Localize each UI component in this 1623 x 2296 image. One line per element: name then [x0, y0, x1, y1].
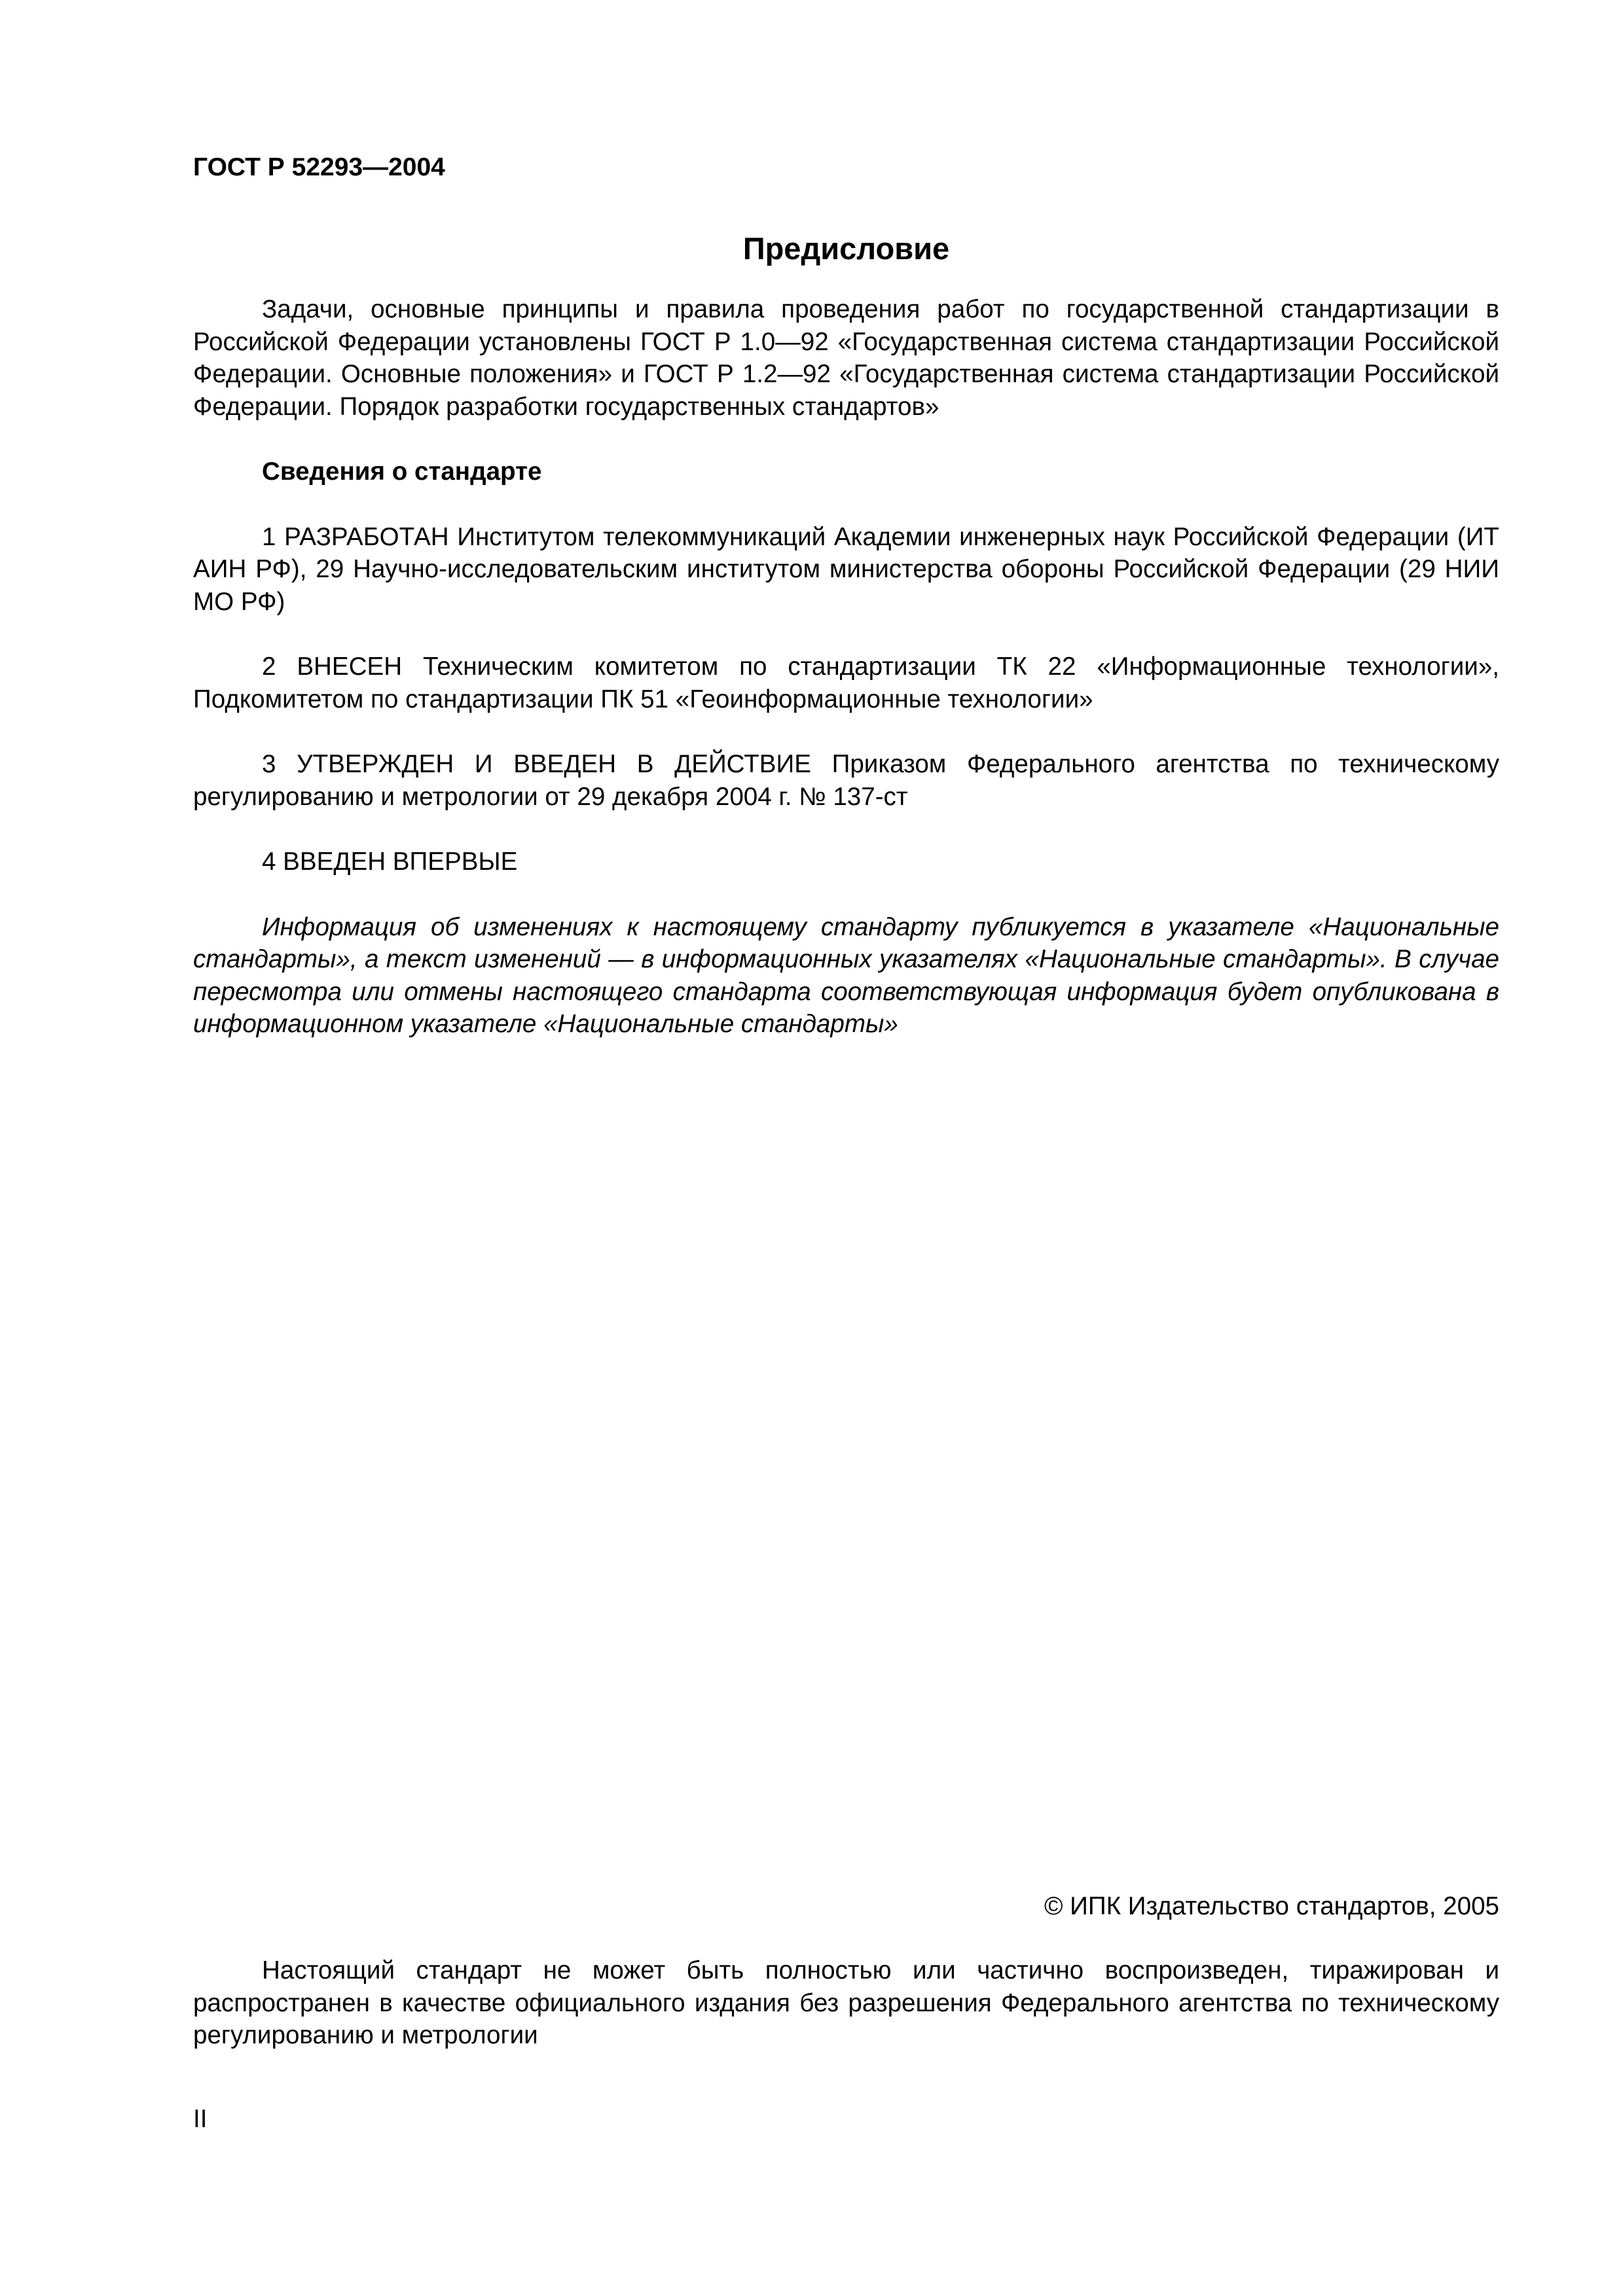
copyright-notice: © ИПК Издательство стандартов, 2005 — [1044, 1892, 1499, 1920]
reproduction-notice: Настоящий стандарт не может быть полностью или частично воспроизведен, тиражирован и распространен в качестве официального издания без разрешения Федерального агентства по техническому регулированию и метрологии — [193, 1956, 1499, 2049]
change-info-paragraph: Информация об изменениях к настоящему стандарту публикуется в указателе «Национальные стандарты», а текст изменений — в информационных указателях «Национальные стандарты». В случае пересмотра или отмены настоящего стандарта соответствующая информация будет опубликована в информационном указателе «Национальные стандарты» — [193, 912, 1499, 1038]
standard-info-heading: Сведения о стандарте — [262, 457, 542, 486]
standard-info-item-4: 4 ВВЕДЕН ВПЕРВЫЕ — [262, 848, 518, 876]
foreword-content — [193, 293, 1499, 1041]
standard-info-item-1: 1 РАЗРАБОТАН Институтом телекоммуникаций Академии инженерных наук Российской Федерации (ИТ АИН РФ), 29 Научно-исследовательским институтом министерства обороны Российской Федерации (29 НИИ МО РФ) — [193, 522, 1499, 616]
page-number: II — [193, 2105, 208, 2133]
document-code: ГОСТ Р 52293—2004 — [193, 153, 445, 181]
page-title: Предисловие — [742, 231, 950, 266]
standard-info-item-2: 2 ВНЕСЕН Техническим комитетом по стандартизации ТК 22 «Информационные технологии», Подкомитетом по стандартизации ПК 51 «Геоинформационные технологии» — [193, 653, 1499, 713]
standard-info-item-3: 3 УТВЕРЖДЕН И ВВЕДЕН В ДЕЙСТВИЕ Приказом Федерального агентства по техническому регулированию и метрологии от 29 декабря 2004 г. № 137-ст — [193, 750, 1499, 811]
intro-paragraph: Задачи, основные принципы и правила проведения работ по государственной стандартизации в Российской Федерации установлены ГОСТ Р 1.0—92 «Государственная система стандартизации Российской Федерации. Основные положения» и ГОСТ Р 1.2—92 «Государственная система стандартизации Российской Федерации. Порядок разработки государственных стандартов» — [193, 295, 1499, 421]
